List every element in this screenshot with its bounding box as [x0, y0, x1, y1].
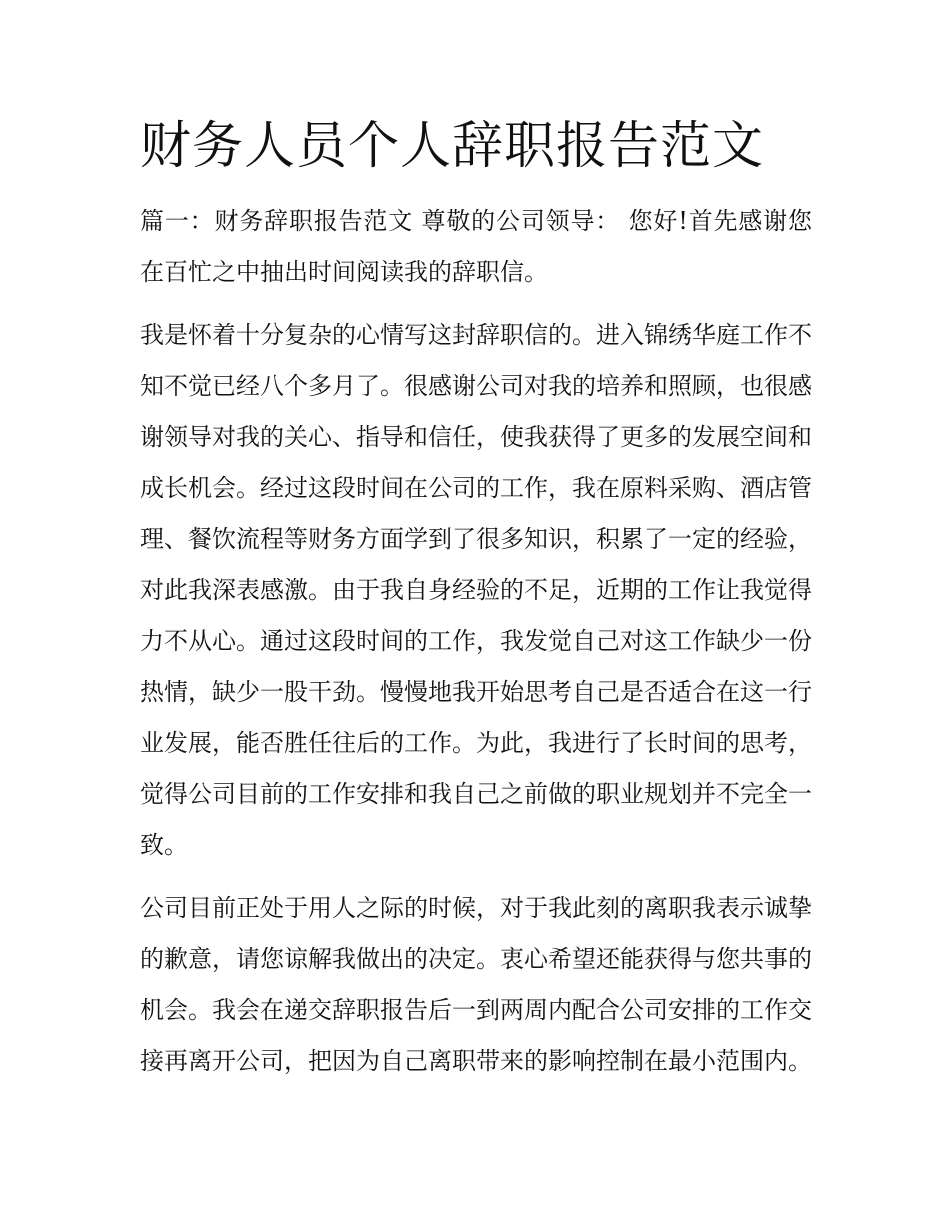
paragraph-3: 公司目前正处于用人之际的时候，对于我此刻的离职我表示诚挚的歉意，请您谅解我做出的决定。衷心希望还能获得与您共事的机会。我会在递交辞职报告后一到两周内配合公司安排的工作交接再离开公司，把因为自己离职带来的影响控制在最小范围内。 [140, 894, 812, 1075]
paragraph-2: 我是怀着十分复杂的心情写这封辞职信的。进入锦绣华庭工作不知不觉已经八个多月了。很感谢公司对我的培养和照顾，也很感谢领导对我的关心、指导和信任，使我获得了更多的发展空间和成长机会。经过这段时间在公司的工作，我在原料采购、酒店管理、餐饮流程等财务方面学到了很多知识，积累了一定的经验，对此我深表感激。由于我自身经验的不足，近期的工作让我觉得力不从心。通过这段时间的工作，我发觉自己对这工作缺少一份热情，缺少一股干劲。慢慢地我开始思考自己是否适合在这一行业发展，能否胜任往后的工作。为此，我进行了长时间的思考，觉得公司目前的工作安排和我自己之前做的职业规划并不完全一致。 [140, 321, 812, 859]
paragraph-1: 篇一：财务辞职报告范文 尊敬的公司领导： 您好!首先感谢您在百忙之中抽出时间阅读我的辞职信。 [140, 207, 812, 286]
document-body [140, 196, 812, 1099]
document-title: 财务人员个人辞职报告范文 [140, 117, 765, 176]
